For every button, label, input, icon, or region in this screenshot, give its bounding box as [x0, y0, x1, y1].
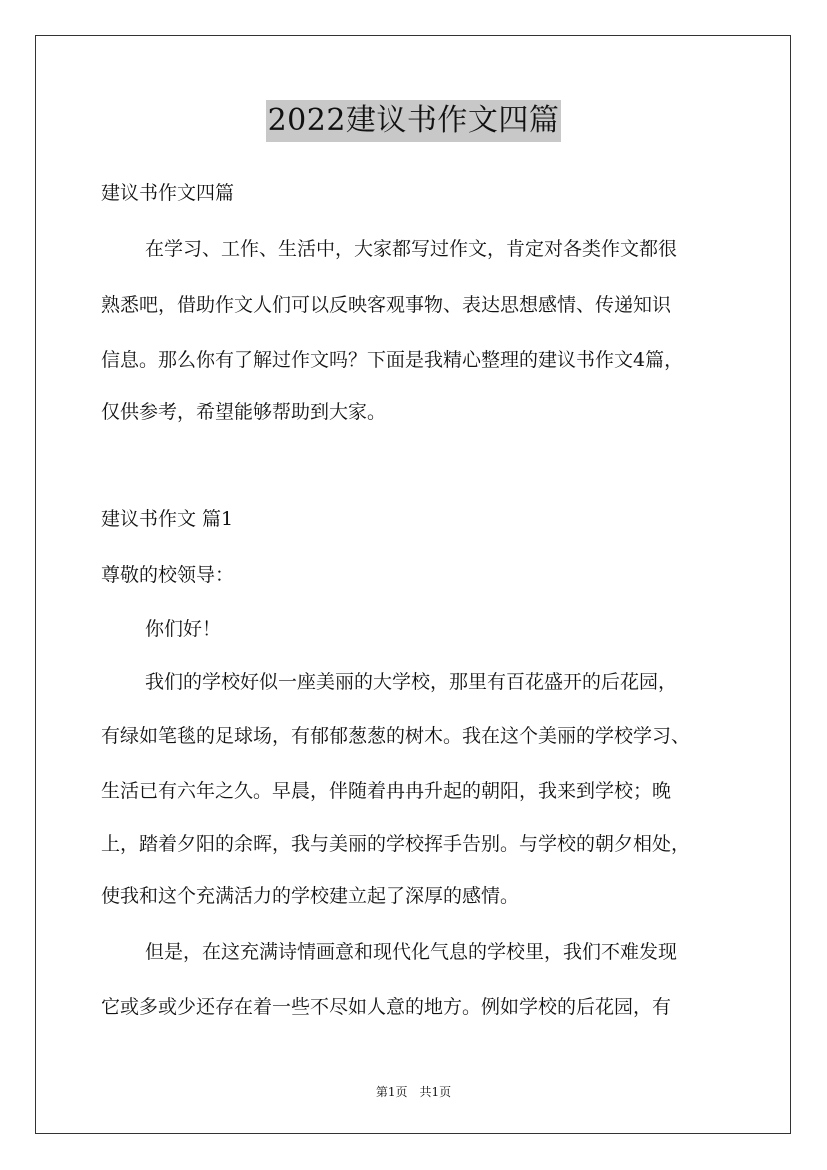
- intro-line: 仅供参考，希望能够帮助到大家。: [101, 401, 387, 423]
- paragraph-line: 使我和这个充满活力的学校建立起了深厚的感情。: [101, 885, 520, 907]
- paragraph-line: 有绿如笔毯的足球场，有郁郁葱葱的树木。我在这个美丽的学校学习、: [101, 725, 691, 747]
- document-title: 2022建议书作文四篇: [266, 100, 562, 142]
- greeting: 你们好！: [145, 618, 222, 640]
- salutation: 尊敬的校领导：: [101, 564, 235, 586]
- paragraph-line: 但是，在这充满诗情画意和现代化气息的学校里，我们不难发现: [145, 941, 678, 963]
- section-heading: 建议书作文 篇1: [101, 508, 234, 530]
- paragraph-line: 上，踏着夕阳的余晖，我与美丽的学校挥手告别。与学校的朝夕相处，: [101, 833, 691, 855]
- paragraph-line: 我们的学校好似一座美丽的大学校，那里有百花盛开的后花园，: [145, 671, 678, 693]
- paragraph-line: 生活已有六年之久。早晨，伴随着冉冉升起的朝阳，我来到学校；晚: [101, 780, 672, 802]
- intro-line: 在学习、工作、生活中，大家都写过作文，肯定对各类作文都很: [145, 238, 678, 260]
- subtitle: 建议书作文四篇: [101, 182, 235, 204]
- page-footer: 第1页 共1页: [375, 1085, 452, 1099]
- intro-line: 熟悉吧，借助作文人们可以反映客观事物、表达思想感情、传递知识: [101, 294, 672, 316]
- paragraph-line: 它或多或少还存在着一些不尽如人意的地方。例如学校的后花园，有: [101, 996, 672, 1018]
- intro-line: 信息。那么你有了解过作文吗？下面是我精心整理的建议书作文4篇，: [101, 349, 684, 371]
- title-container: [0, 100, 827, 142]
